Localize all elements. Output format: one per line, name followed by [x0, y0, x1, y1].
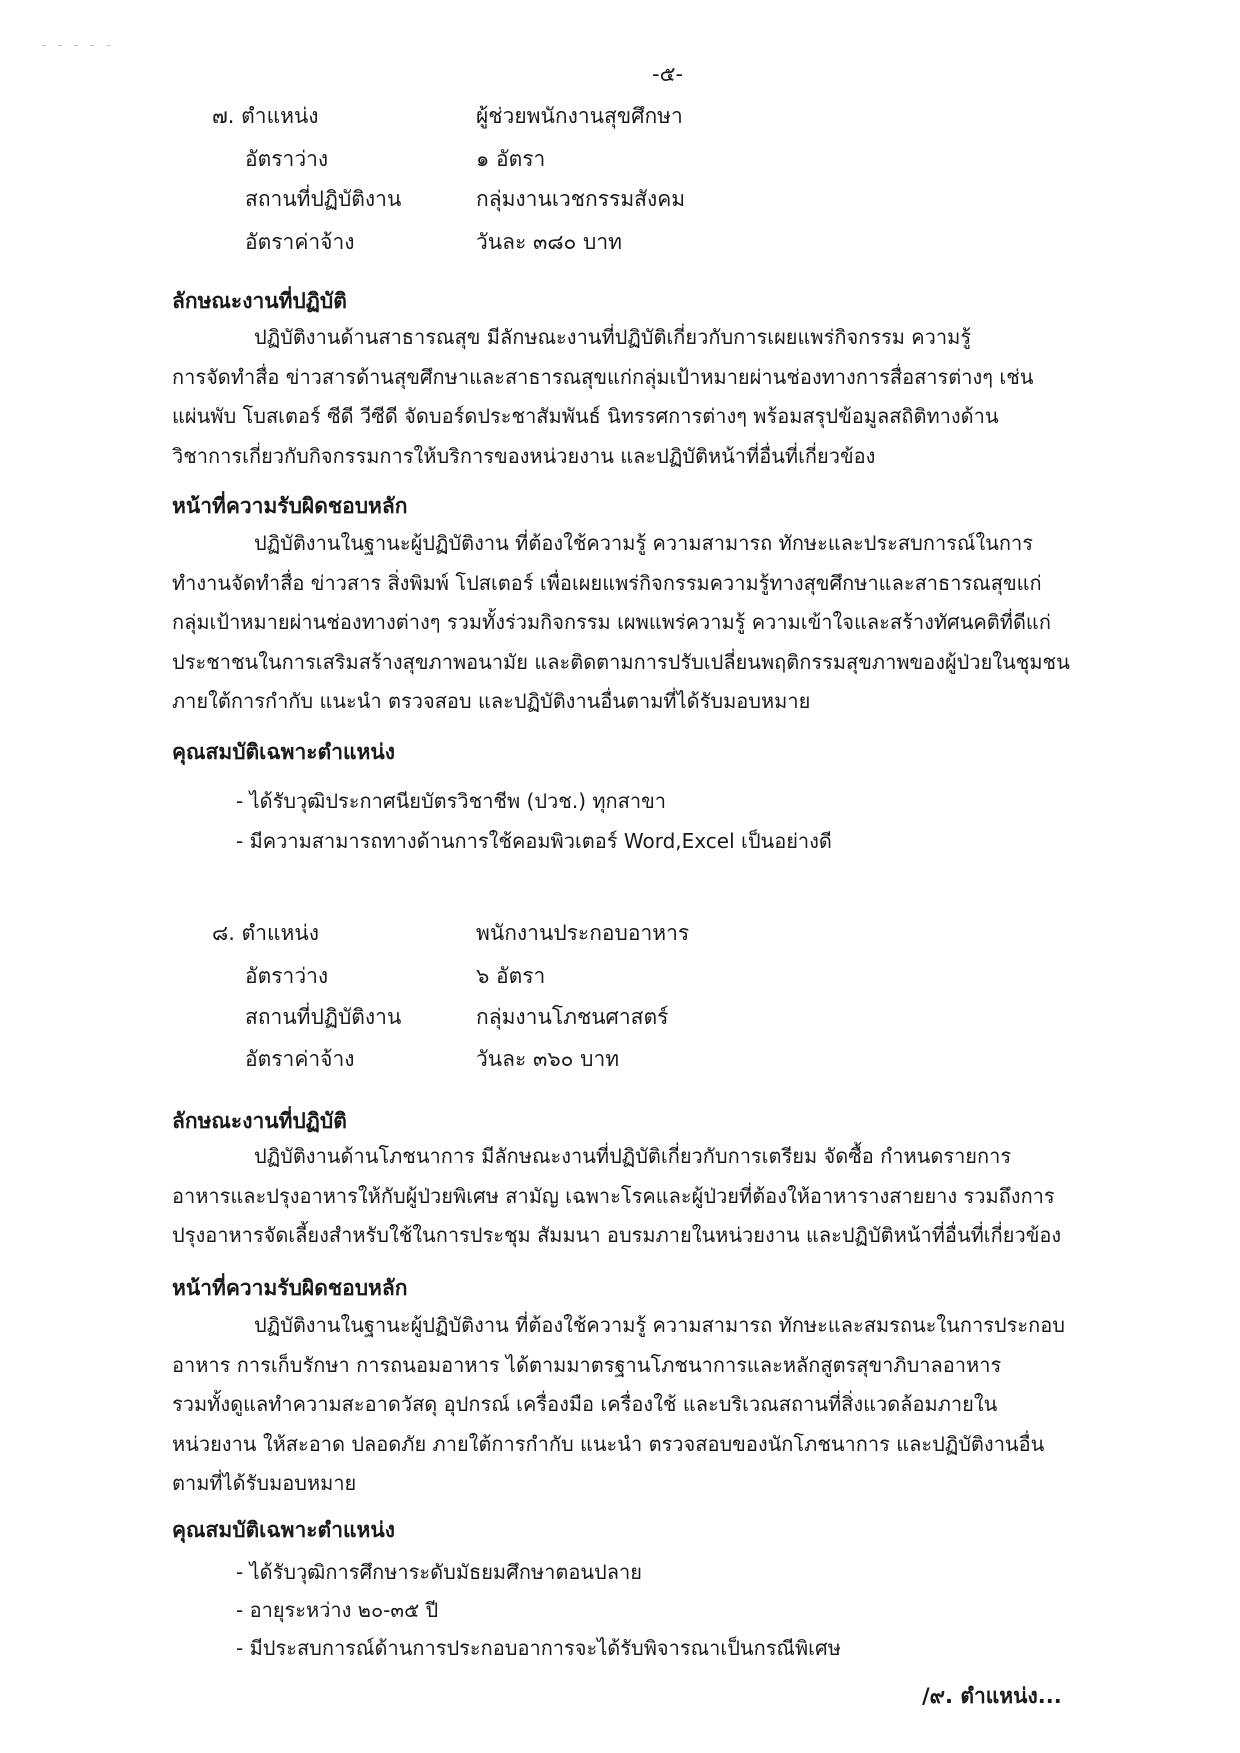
duty-heading: ลักษณะงานที่ปฏิบัติ	[172, 1109, 347, 1133]
qualification-item: - มีประสบการณ์ด้านการประกอบอาการจะได้รับพิจารณาเป็นกรณีพิเศษ	[236, 1636, 841, 1660]
scan-mark: - - - - -	[42, 38, 115, 52]
duty-paragraph	[172, 1137, 1097, 1256]
responsibility-heading: หน้าที่ความรับผิดชอบหลัก	[172, 1276, 408, 1300]
duty-line: ปรุงอาหารจัดเลี้ยงสำหรับใช้ในการประชุม สัมมนา อบรมภายในหน่วยงาน และปฏิบัติหน้าที่อื่นที่เกี่ยวข้อง	[172, 1223, 1062, 1247]
responsibility-line: กลุ่มเป้าหมายผ่านช่องทางต่างๆ รวมทั้งร่วมกิจกรรม เผพแพร่ความรู้ ความเข้าใจและสร้างทัศนคติที่ดีแก่	[172, 610, 1051, 634]
page-number: -๕-	[652, 62, 684, 86]
responsibility-line: รวมทั้งดูแลทำความสะอาดวัสดุ อุปกรณ์ เครื่องมือ เครื่องใช้ และบริเวณสถานที่สิ่งแวดล้อมภายใน	[172, 1392, 998, 1416]
vacancy-value: ๖ อัตรา	[476, 964, 546, 988]
duty-line: การจัดทำสื่อ ข่าวสารด้านสุขศึกษาและสาธารณสุขแก่กลุ่มเป้าหมายผ่านช่องทางการสื่อสารต่างๆ เช่น	[172, 364, 1034, 389]
vacancy-value: ๑ อัตรา	[476, 147, 546, 171]
responsibility-line: ปฏิบัติงานในฐานะผู้ปฏิบัติงาน ที่ต้องใช้ความรู้ ความสามารถ ทักษะและประสบการณ์ในการ	[254, 531, 1033, 555]
position-value: ผู้ช่วยพนักงานสุขศึกษา	[476, 104, 683, 128]
wage-value: วันละ ๓๘๐ บาท	[476, 230, 622, 254]
responsibility-line: ทำงานจัดทำสื่อ ข่าวสาร สิ่งพิมพ์ โปสเตอร์ เพื่อเผยแพร่กิจกรรมความรู้ทางสุขศึกษาและสาธารณสุขแก่	[172, 570, 1042, 595]
duty-line: วิชาการเกี่ยวกับกิจกรรมการให้บริการของหน่วยงาน และปฏิบัติหน้าที่อื่นที่เกี่ยวข้อง	[172, 443, 876, 468]
qualification-heading: คุณสมบัติเฉพาะตำแหน่ง	[172, 740, 395, 764]
position-value: พนักงานประกอบอาหาร	[476, 921, 690, 945]
duty-line: อาหารและปรุงอาหารให้กับผู้ป่วยพิเศษ สามัญ เฉพาะโรคและผู้ป่วยที่ต้องให้อาหารางสายยาง รวมถึงการ	[172, 1183, 1055, 1208]
responsibility-paragraph	[172, 1306, 1097, 1504]
wage-value: วันละ ๓๖๐ บาท	[476, 1047, 620, 1071]
responsibility-line: ประชาชนในการเสริมสร้างสุขภาพอนามัย และติดตามการปรับเปลี่ยนพฤติกรรมสุขภาพของผู้ป่วยในชุมชน	[172, 649, 1070, 674]
vacancy-label: อัตราว่าง	[245, 147, 329, 171]
wage-label: อัตราค่าจ้าง	[245, 230, 355, 254]
responsibility-line: หน่วยงาน ให้สะอาด ปลอดภัย ภายใต้การกำกับ แนะนำ ตรวจสอบของนักโภชนาการ และปฏิบัติงานอื่น	[172, 1431, 1045, 1456]
duty-paragraph	[172, 318, 1097, 476]
duty-heading: ลักษณะงานที่ปฏิบัติ	[172, 289, 347, 313]
duty-line: ปฏิบัติงานด้านสาธารณสุข มีลักษณะงานที่ปฏิบัติเกี่ยวกับการเผยแพร่กิจกรรม ความรู้	[254, 325, 972, 349]
qualification-item: - ได้รับวุฒิการศึกษาระดับมัธยมศึกษาตอนปลาย	[236, 1560, 642, 1584]
wage-label: อัตราค่าจ้าง	[245, 1047, 355, 1071]
vacancy-label: อัตราว่าง	[245, 964, 329, 988]
workplace-label: สถานที่ปฏิบัติงาน	[245, 187, 402, 211]
workplace-value: กลุ่มงานเวชกรรมสังคม	[476, 187, 686, 211]
responsibility-line: ตามที่ได้รับมอบหมาย	[172, 1471, 357, 1495]
qualification-item: - ได้รับวุฒิประกาศนียบัตรวิชาชีพ (ปวช.) ทุกสาขา	[236, 789, 666, 813]
responsibility-line: ภายใต้การกำกับ แนะนำ ตรวจสอบ และปฏิบัติงานอื่นตามที่ได้รับมอบหมาย	[172, 689, 811, 713]
continuation-reference: /๙. ตำแหน่ง...	[922, 1684, 1062, 1708]
duty-line: ปฏิบัติงานด้านโภชนาการ มีลักษณะงานที่ปฏิบัติเกี่ยวกับการเตรียม จัดซื้อ กำหนดรายการ	[254, 1144, 1012, 1168]
responsibility-line: ปฏิบัติงานในฐานะผู้ปฏิบัติงาน ที่ต้องใช้ความรู้ ความสามารถ ทักษะและสมรถนะในการประกอบ	[254, 1313, 1065, 1337]
responsibility-line: อาหาร การเก็บรักษา การถนอมอาหาร ได้ตามมาตรฐานโภชนาการและหลักสูตรสุขาภิบาลอาหาร	[172, 1352, 1002, 1377]
qualification-heading: คุณสมบัติเฉพาะตำแหน่ง	[172, 1518, 395, 1542]
workplace-label: สถานที่ปฏิบัติงาน	[245, 1005, 402, 1029]
duty-line: แผ่นพับ โบสเตอร์ ซีดี วีซีดี จัดบอร์ดประชาสัมพันธ์ นิทรรศการต่างๆ พร้อมสรุปข้อมูลสถิติทางด้าน	[172, 404, 999, 428]
position-label: ๘. ตำแหน่ง	[212, 921, 319, 945]
responsibility-paragraph	[172, 524, 1097, 722]
qualification-item: - มีความสามารถทางด้านการใช้คอมพิวเตอร์ Word,Excel เป็นอย่างดี	[236, 829, 832, 853]
position-label: ๗. ตำแหน่ง	[212, 104, 319, 128]
responsibility-heading: หน้าที่ความรับผิดชอบหลัก	[172, 494, 408, 518]
workplace-value: กลุ่มงานโภชนศาสตร์	[476, 1005, 669, 1029]
qualification-item: - อายุระหว่าง ๒๐-๓๕ ปี	[236, 1598, 439, 1622]
